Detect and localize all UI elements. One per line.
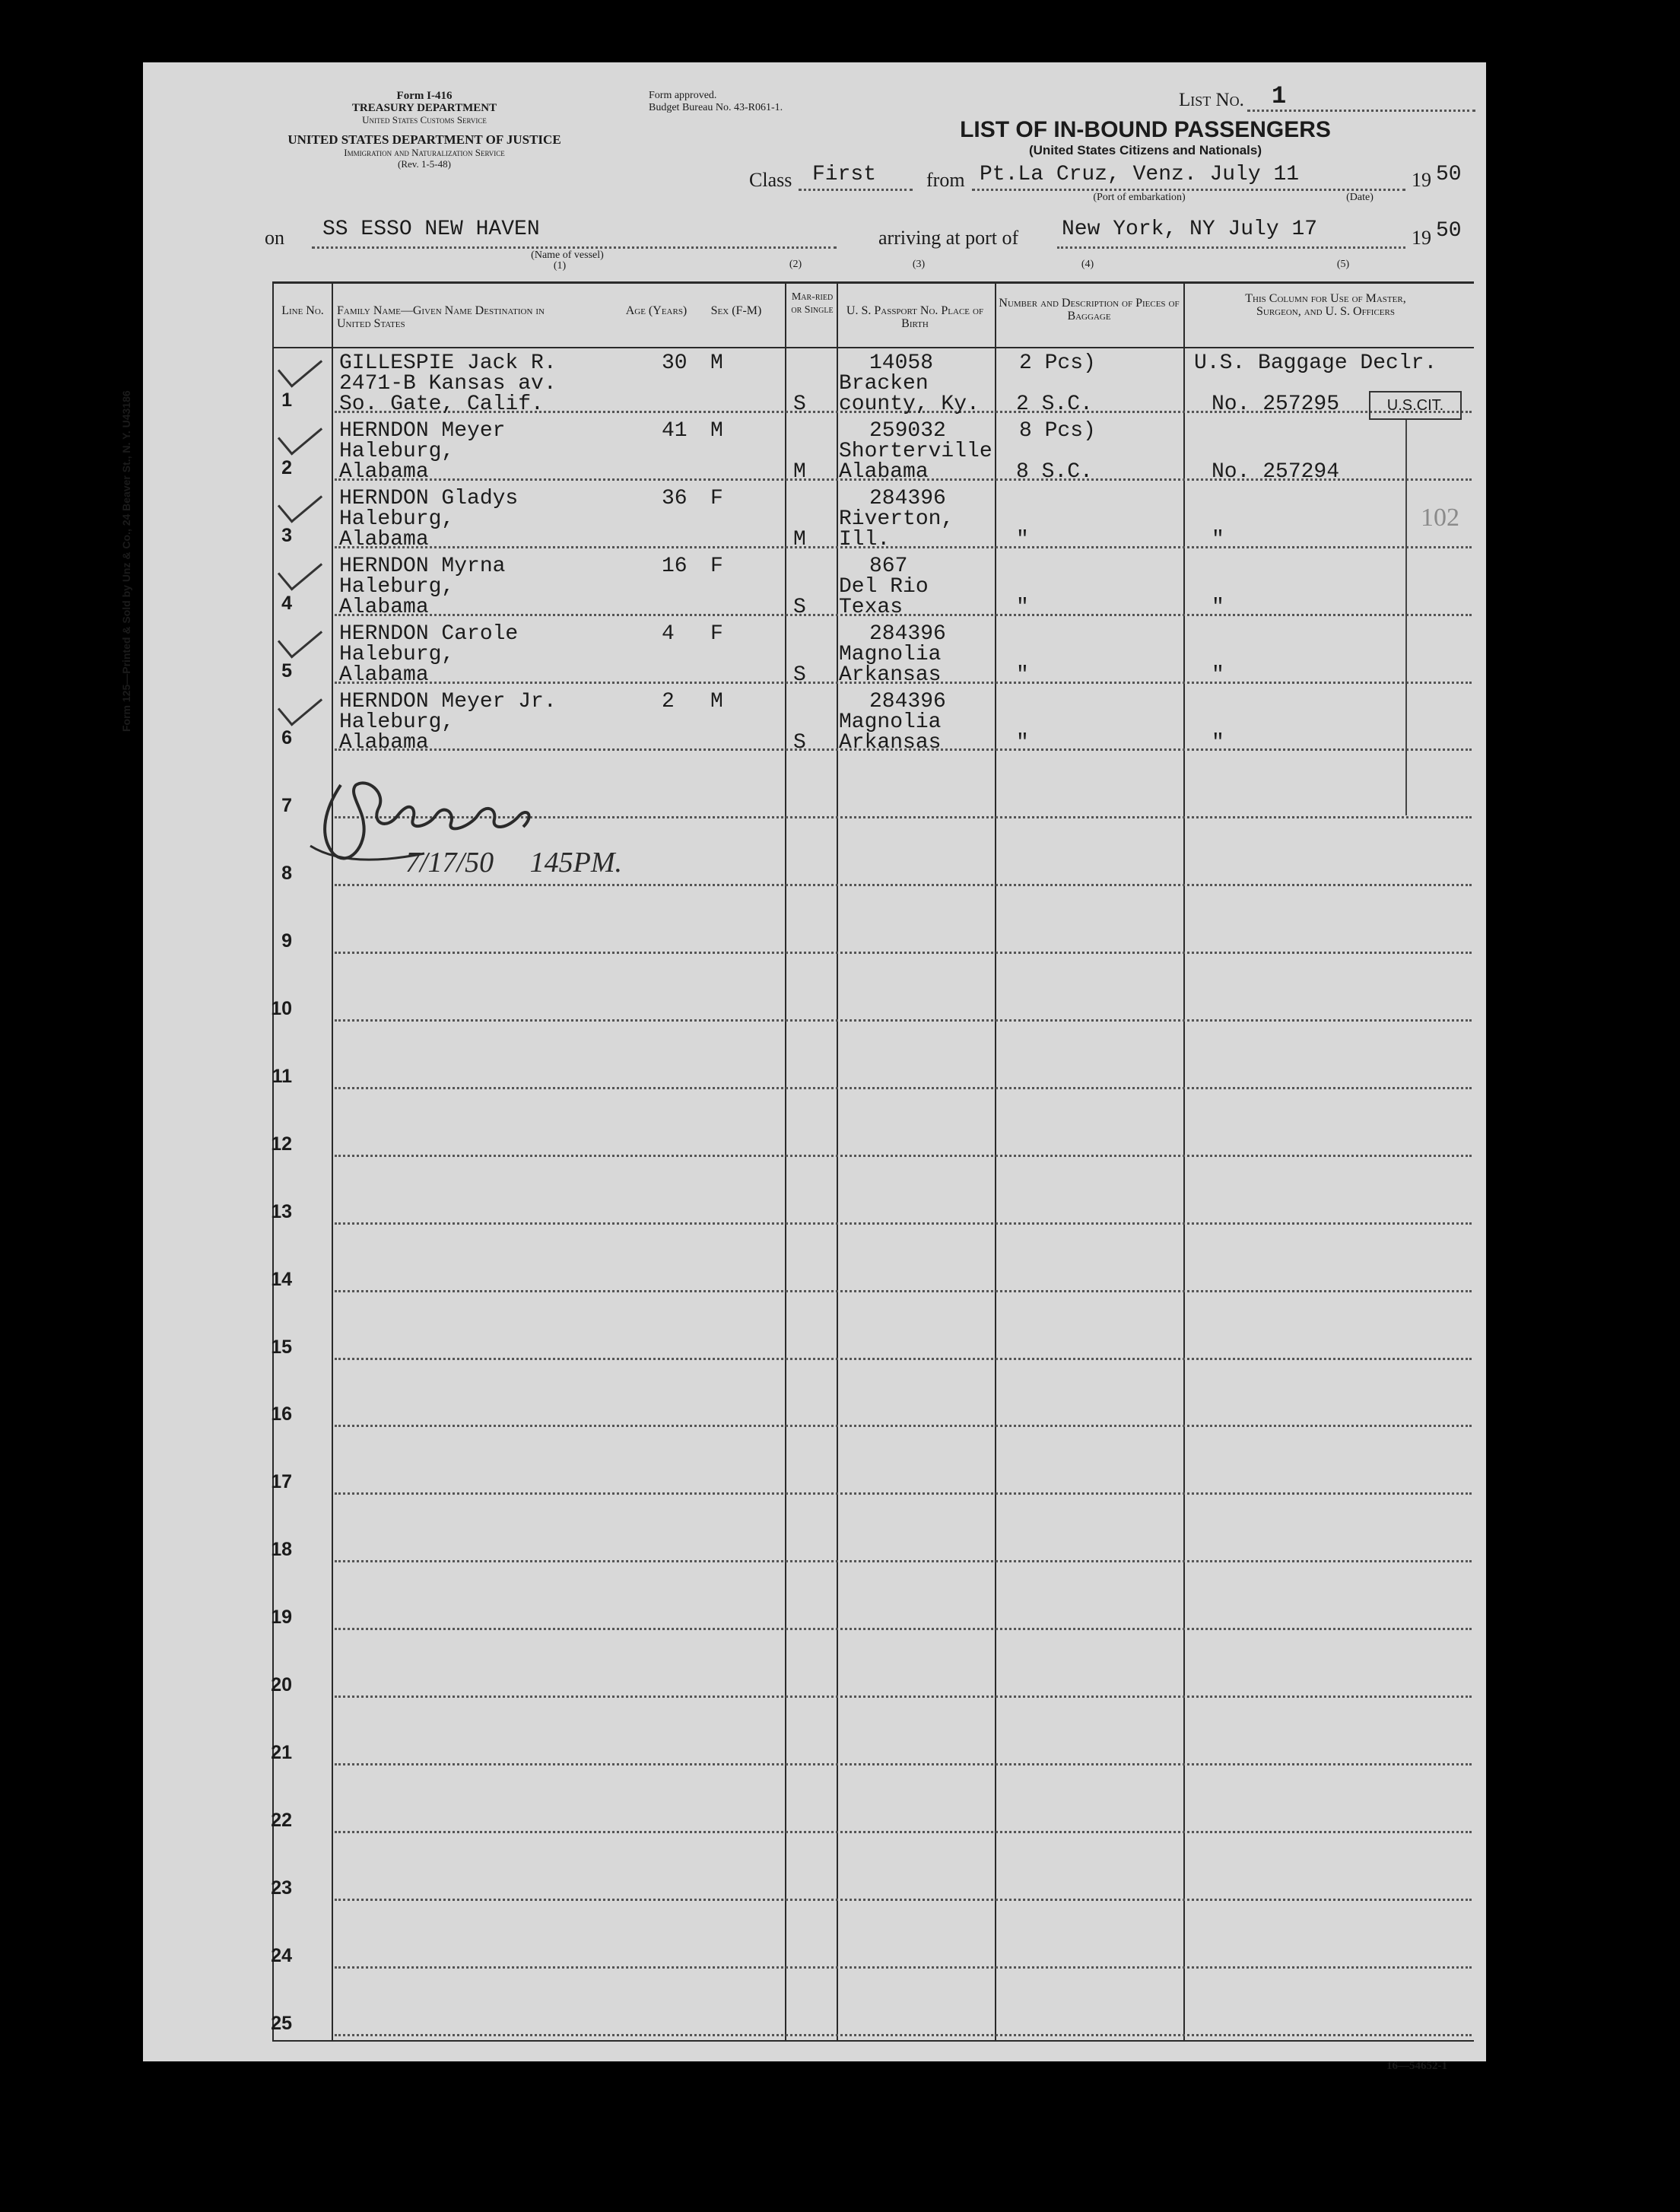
cell-addr1: Haleburg, [339, 439, 455, 463]
header-baggage: Number and Description of Pieces of Baggage [999, 297, 1180, 323]
revision: (Rev. 1-5-48) [398, 158, 451, 170]
col-divider-line [332, 283, 333, 2042]
line-number: 12 [271, 1133, 292, 1155]
cell-birth1: Riverton, [839, 507, 954, 531]
class-label: Class [749, 169, 792, 191]
cell-age: 2 [662, 689, 675, 713]
row-rule [335, 1087, 1472, 1089]
side-print-text: Form 125—Printed & Sold by Unz & Co., 24 Beaver St., N. Y. U43186 [120, 390, 132, 732]
cell-pp: 284396 [869, 621, 946, 646]
checkmark [278, 615, 322, 658]
row-rule [335, 1831, 1472, 1833]
year-prefix-1: 19 [1412, 169, 1431, 191]
form-id: Form I-416 [396, 90, 453, 102]
cell-age: 41 [662, 418, 688, 443]
cell-birth2: Ill. [839, 527, 891, 551]
cell-ms: M [793, 527, 806, 551]
row-rule [335, 952, 1472, 954]
cell-pp: 259032 [869, 418, 946, 443]
cell-name: GILLESPIE Jack R. [339, 351, 557, 375]
cell-ms: S [793, 730, 806, 755]
row-rule [335, 2034, 1472, 2036]
cell-addr2: Alabama [339, 663, 429, 687]
row-rule [335, 1155, 1472, 1157]
handwritten-time: 7/17/50 145PM. [405, 847, 622, 879]
list-no-value: 1 [1272, 82, 1287, 110]
header-age: Age (Years) [625, 304, 688, 317]
cell-pp: 867 [869, 554, 908, 578]
cell-bag2: " [1016, 730, 1029, 755]
col-num-3: (3) [912, 259, 926, 270]
cell-bag2: " [1016, 663, 1029, 687]
cell-birth2: county, Ky. [839, 393, 980, 416]
class-value: First [812, 163, 877, 186]
cell-addr1: Haleburg, [339, 710, 455, 734]
cell-birth2: Alabama [839, 459, 929, 484]
line-number: 4 [281, 592, 292, 614]
cell-addr2: Alabama [339, 595, 429, 619]
cell-birth1: Magnolia [839, 710, 942, 734]
line-number: 6 [281, 727, 292, 749]
vessel-value: SS ESSO NEW HAVEN [322, 218, 540, 241]
cell-addr2: Alabama [339, 730, 429, 755]
document-page [120, 62, 1486, 2072]
checkmark [278, 480, 322, 523]
vessel-caption: (Name of vessel) [531, 249, 604, 261]
from-value: Pt.La Cruz, Venz. July 11 [980, 163, 1300, 186]
cell-off1: U.S. Baggage Declr. [1194, 351, 1437, 375]
cell-off2: " [1212, 730, 1224, 755]
cell-sex: F [710, 486, 723, 510]
col-num-4: (4) [1081, 259, 1094, 270]
cell-off2: " [1212, 595, 1224, 619]
cell-bag2: 2 S.C. [1016, 393, 1093, 416]
row-rule [335, 1019, 1472, 1022]
row-rule [335, 884, 1472, 886]
row-rule [335, 546, 1472, 548]
justice-dept: UNITED STATES DEPARTMENT OF JUSTICE [287, 132, 561, 147]
header-passport: U. S. Passport No. Place of Birth [846, 304, 984, 330]
line-number: 23 [271, 1877, 292, 1899]
cell-birth1: Shorterville [839, 439, 992, 463]
budget-bureau: Budget Bureau No. 43-R061-1. [649, 102, 783, 113]
on-label: on [265, 227, 284, 249]
cell-name: HERNDON Meyer Jr. [339, 689, 557, 713]
cell-birth2: Texas [839, 595, 904, 619]
cell-pp: 14058 [869, 351, 934, 375]
cell-bag1: 2 Pcs) [1019, 351, 1096, 375]
us-citizen-stamp: U.S.CIT. [1369, 391, 1462, 420]
cell-ms: S [793, 595, 806, 619]
row-rule [335, 1696, 1472, 1698]
header-name: Family Name—Given Name Destination in United States [337, 304, 545, 330]
cell-off2: " [1212, 527, 1224, 551]
line-number: 21 [271, 1741, 292, 1763]
from-line [972, 189, 1405, 191]
cell-age: 4 [662, 621, 675, 646]
row-rule [335, 1222, 1472, 1225]
arriving-label: arriving at port of [878, 227, 1019, 249]
cell-addr1: 2471-B Kansas av. [339, 372, 557, 396]
header-officers: This Column for Use of Master, Surgeon, and U. S. Officers [1245, 292, 1406, 318]
cell-bag2: " [1016, 595, 1029, 619]
cell-off2: " [1212, 663, 1224, 687]
vessel-line [312, 246, 837, 249]
table-bottom-border [272, 2040, 1474, 2042]
cell-name: HERNDON Gladys [339, 486, 519, 510]
cell-addr2: Alabama [339, 459, 429, 484]
line-number: 18 [271, 1539, 292, 1561]
line-number: 16 [271, 1403, 292, 1425]
cell-birth2: Arkansas [839, 663, 942, 687]
pencil-bracket-line [1405, 420, 1407, 815]
line-number: 3 [281, 524, 292, 546]
row-rule [335, 614, 1472, 616]
arrival-value: New York, NY July 17 [1062, 218, 1318, 241]
ins-service: Immigration and Naturalization Service [344, 147, 505, 158]
treasury-dept: TREASURY DEPARTMENT [351, 102, 497, 114]
cell-sex: F [710, 621, 723, 646]
col-num-1: (1) [553, 260, 567, 272]
cell-birth1: Magnolia [839, 642, 942, 666]
row-rule [335, 1358, 1472, 1360]
table-top-border [272, 281, 1474, 284]
row-rule [335, 1290, 1472, 1292]
line-number: 17 [271, 1471, 292, 1493]
cell-addr1: Haleburg, [339, 642, 455, 666]
cell-age: 30 [662, 351, 688, 375]
row-rule [335, 1628, 1472, 1630]
cell-ms: S [793, 393, 806, 416]
year-value-1: 50 [1436, 163, 1462, 186]
checkmark [278, 683, 322, 726]
arrival-line [1057, 246, 1405, 249]
cell-bag2: " [1016, 527, 1029, 551]
cell-bag2: 8 S.C. [1016, 459, 1093, 484]
cell-sex: M [710, 351, 723, 375]
header-sex: Sex (F-M) [710, 304, 762, 317]
line-number: 9 [281, 930, 292, 952]
cell-sex: M [710, 418, 723, 443]
row-rule [335, 1966, 1472, 1969]
row-rule [335, 1492, 1472, 1495]
line-number: 13 [271, 1200, 292, 1222]
cell-pp: 284396 [869, 689, 946, 713]
header-line-no: Line No. [281, 304, 324, 317]
line-number: 24 [271, 1944, 292, 1966]
cell-pp: 284396 [869, 486, 946, 510]
date-caption: (Date) [1346, 192, 1374, 203]
checkmark [278, 548, 322, 590]
cell-name: HERNDON Carole [339, 621, 519, 646]
line-number: 2 [281, 456, 292, 478]
cell-ms: S [793, 663, 806, 687]
line-number: 11 [272, 1065, 292, 1087]
pencil-number: 102 [1421, 504, 1459, 532]
line-number: 15 [271, 1336, 292, 1358]
line-number: 7 [281, 795, 292, 817]
line-number: 5 [281, 659, 292, 682]
cell-name: HERNDON Meyer [339, 418, 506, 443]
cell-addr1: Haleburg, [339, 574, 455, 599]
year-prefix-2: 19 [1412, 227, 1431, 249]
cell-sex: F [710, 554, 723, 578]
line-number: 19 [271, 1607, 292, 1629]
row-rule [335, 1763, 1472, 1765]
cell-ms: M [793, 459, 806, 484]
line-number: 1 [281, 389, 292, 411]
page-subtitle: (United States Citizens and Nationals) [1028, 143, 1262, 157]
col-num-2: (2) [789, 259, 802, 270]
header-married: Mar-ried or Single [791, 291, 834, 316]
cell-addr2: So. Gate, Calif. [339, 393, 544, 416]
cell-name: HERNDON Myrna [339, 554, 506, 578]
checkmark [278, 412, 322, 455]
line-number: 14 [271, 1268, 292, 1290]
class-line [799, 189, 913, 191]
from-label: from [926, 169, 965, 191]
cell-addr2: Alabama [339, 527, 429, 551]
footer-code: 16—54652-1 [1386, 2060, 1447, 2072]
cell-age: 16 [662, 554, 688, 578]
line-number: 10 [271, 998, 292, 1019]
line-number: 25 [271, 2012, 292, 2034]
line-number: 20 [271, 1674, 292, 1696]
row-rule [335, 1425, 1472, 1427]
cell-birth2: Arkansas [839, 730, 942, 755]
cell-off2: No. 257295 [1212, 393, 1340, 416]
list-no-label: List No. [1179, 90, 1244, 110]
port-embark-caption: (Port of embarkation) [1093, 192, 1186, 203]
header-bottom-border [272, 347, 1474, 348]
row-rule [335, 1899, 1472, 1901]
cell-birth1: Del Rio [839, 574, 929, 599]
row-rule [335, 1560, 1472, 1562]
cell-age: 36 [662, 486, 688, 510]
cell-birth1: Bracken [839, 372, 929, 396]
checkmark [278, 345, 322, 387]
cell-addr1: Haleburg, [339, 507, 455, 531]
line-number: 22 [271, 1809, 292, 1831]
cell-bag1: 8 Pcs) [1019, 418, 1096, 443]
cell-sex: M [710, 689, 723, 713]
customs-service: United States Customs Service [362, 114, 487, 126]
cell-off2: No. 257294 [1212, 459, 1340, 484]
page-title: LIST OF IN-BOUND PASSENGERS [960, 117, 1331, 142]
year-value-2: 50 [1436, 219, 1462, 243]
col-num-5: (5) [1336, 259, 1350, 270]
form-approved: Form approved. [649, 90, 717, 101]
line-number: 8 [281, 863, 292, 885]
